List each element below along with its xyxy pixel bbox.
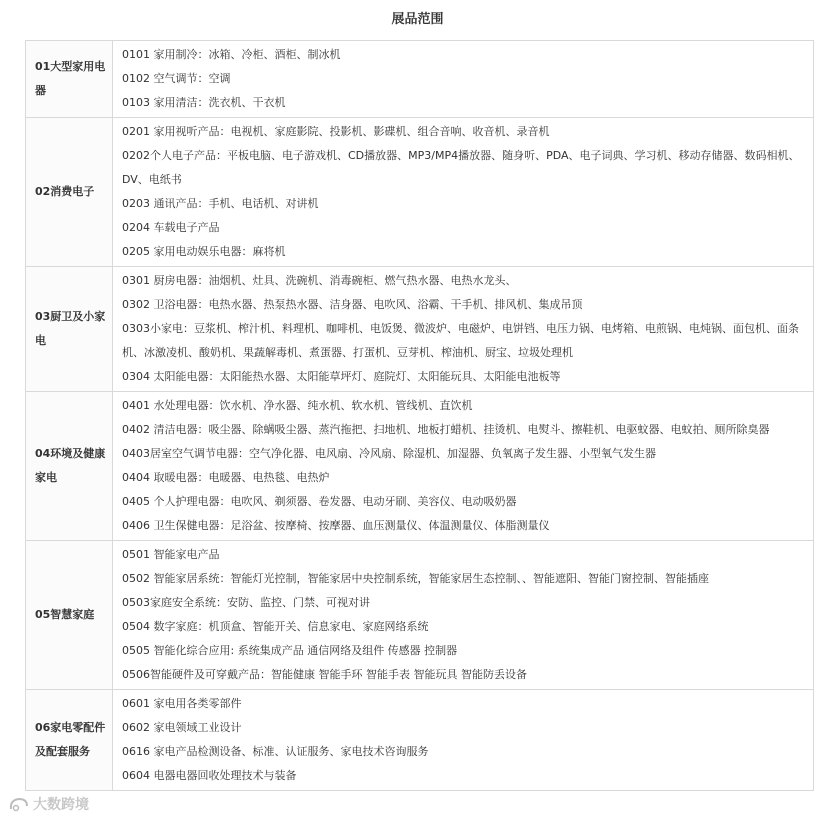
category-items	[113, 392, 814, 541]
exhibit-scope-table	[25, 40, 814, 791]
category-name: 03厨卫及小家电	[26, 267, 113, 392]
product-item: 0604 电器电器回收处理技术与装备	[122, 769, 297, 782]
product-item: 0602 家电领域工业设计	[122, 721, 242, 734]
watermark	[8, 794, 89, 816]
product-item: 0503家庭安全系统：安防、监控、门禁、可视对讲	[122, 596, 370, 609]
category-row	[26, 392, 814, 541]
product-item: 0402 清洁电器：吸尘器、除螨吸尘器、蒸汽拖把、扫地机、地板打蜡机、挂烫机、电熨斗、擦鞋机、电驱蚊器、电蚊拍、厕所除臭器	[122, 423, 770, 436]
product-item: 0303小家电：豆浆机、榨汁机、料理机、咖啡机、电饭煲、微波炉、电磁炉、电饼铛、电压力锅、电烤箱、电煎锅、电炖锅、面包机、面条机、冰激凌机、酸奶机、果蔬解毒机、煮蛋器、打蛋机、豆芽机、榨油机、厨宝、垃圾处理机	[122, 322, 799, 359]
watermark-logo-icon	[8, 796, 30, 814]
category-items	[113, 118, 814, 267]
category-name: 04环境及健康家电	[26, 392, 113, 541]
product-item: 0401 水处理电器：饮水机、净水器、纯水机、软水机、管线机、直饮机	[122, 399, 473, 412]
product-item: 0103 家用清洁：洗衣机、干衣机	[122, 96, 286, 109]
product-item: 0304 太阳能电器：太阳能热水器、太阳能草坪灯、庭院灯、太阳能玩具、太阳能电池板等	[122, 370, 561, 383]
category-items	[113, 541, 814, 690]
product-item: 0601 家电用各类零部件	[122, 697, 242, 710]
product-item: 0506智能硬件及可穿戴产品：智能健康 智能手环 智能手表 智能玩具 智能防丢设备	[122, 668, 527, 681]
category-row	[26, 41, 814, 118]
product-item: 0616 家电产品检测设备、标准、认证服务、家电技术咨询服务	[122, 745, 429, 758]
product-item: 0204 车载电子产品	[122, 221, 220, 234]
category-name: 01大型家用电器	[26, 41, 113, 118]
product-item: 0502 智能家居系统：智能灯光控制，智能家居中央控制系统，智能家居生态控制、、智能遮阳、智能门窗控制、智能插座	[122, 572, 709, 585]
watermark-text: 大数跨境	[33, 797, 89, 813]
product-item: 0404 取暖电器：电暖器、电热毯、电热炉	[122, 471, 330, 484]
product-item: 0201 家用视听产品：电视机、家庭影院、投影机、影碟机、组合音响、收音机、录音机	[122, 125, 550, 138]
product-item: 0202个人电子产品：平板电脑、电子游戏机、CD播放器、MP3/MP4播放器、随身听、PDA、电子词典、学习机、移动存储器、数码相机、DV、电纸书	[122, 149, 800, 186]
product-item: 0403居室空气调节电器：空气净化器、电风扇、冷风扇、除湿机、加湿器、负氧离子发生器、小型氧气发生器	[122, 447, 656, 460]
product-item: 0504 数字家庭：机顶盒、智能开关、信息家电、家庭网络系统	[122, 620, 429, 633]
product-item: 0302 卫浴电器：电热水器、热泵热水器、洁身器、电吹风、浴霸、干手机、排风机、集成吊顶	[122, 298, 583, 311]
product-item: 0405 个人护理电器：电吹风、剃须器、卷发器、电动牙刷、美容仪、电动吸奶器	[122, 495, 517, 508]
product-item: 0102 空气调节：空调	[122, 72, 231, 85]
page-title: 展品范围	[391, 12, 444, 27]
category-name: 02消费电子	[26, 118, 113, 267]
product-item: 0205 家用电动娱乐电器：麻将机	[122, 245, 286, 258]
product-item: 0501 智能家电产品	[122, 548, 220, 561]
product-item: 0101 家用制冷：冰箱、冷柜、酒柜、制冰机	[122, 48, 341, 61]
category-row	[26, 267, 814, 392]
category-row	[26, 541, 814, 690]
category-row	[26, 690, 814, 791]
product-item: 0406 卫生保健电器：足浴盆、按摩椅、按摩器、血压测量仪、体温测量仪、体脂测量仪	[122, 519, 550, 532]
category-items	[113, 690, 814, 791]
product-item: 0505 智能化综合应用: 系统集成产品 通信网络及组件 传感器 控制器	[122, 644, 458, 657]
category-row	[26, 118, 814, 267]
category-name: 06家电零配件及配套服务	[26, 690, 113, 791]
category-name: 05智慧家庭	[26, 541, 113, 690]
product-item: 0203 通讯产品：手机、电话机、对讲机	[122, 197, 319, 210]
category-items	[113, 41, 814, 118]
category-items	[113, 267, 814, 392]
product-item: 0301 厨房电器：油烟机、灶具、洗碗机、消毒碗柜、燃气热水器、电热水龙头、	[122, 274, 517, 287]
